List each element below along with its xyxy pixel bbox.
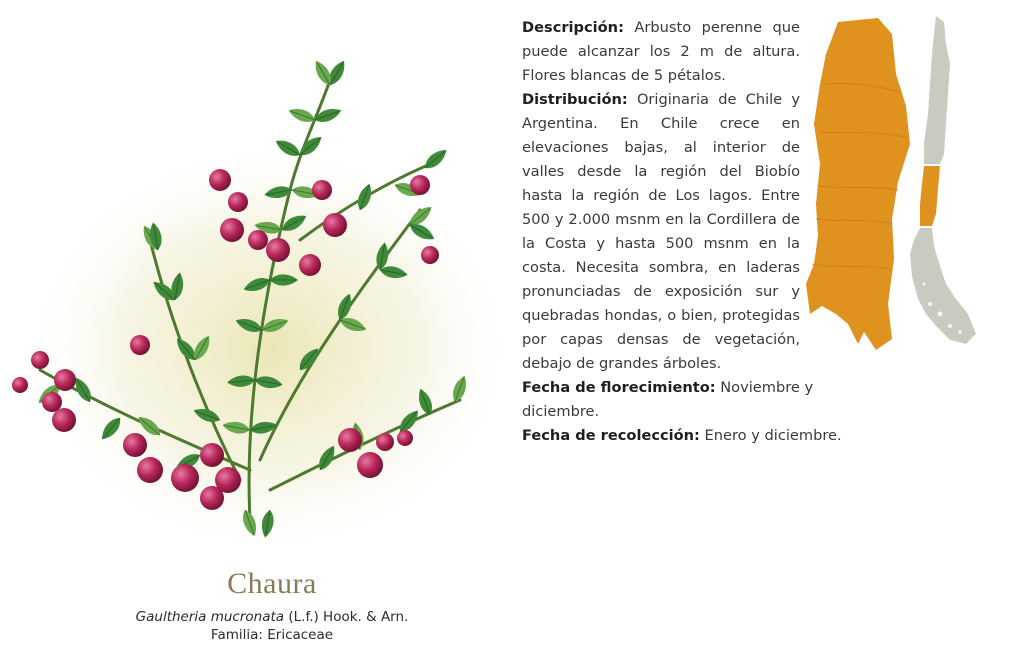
scientific-name-line: [60, 608, 484, 626]
authority: (L.f.) Hook. & Arn.: [288, 609, 409, 625]
collection-paragraph: [522, 424, 882, 448]
collection-label: Fecha de recolección:: [522, 427, 700, 444]
description-paragraph: [522, 16, 800, 88]
collection-text: Enero y diciembre.: [704, 427, 842, 444]
distribution-map: [800, 14, 986, 354]
plant-caption: [60, 566, 484, 644]
common-name: Chaura: [227, 567, 317, 600]
distribution-paragraph: [522, 88, 800, 376]
family-name: Familia: Ericaceae: [210, 627, 334, 643]
scientific-name: Gaultheria mucronata: [135, 609, 285, 625]
plant-illustration: [0, 40, 520, 560]
description-label: Descripción:: [522, 19, 624, 36]
distribution-text: Originaria de Chile y Argentina. En Chile crece en elevaciones bajas, al interior de valles desde la región del Biobío hasta la región de Los lagos. Entre 500 y 2.000 msnm en la Cordillera de la Costa y hasta 500 msnm en la costa. Necesita sombra, en laderas pronunciadas de exposición sur y quebradas hondas, o bien, protegidas por capas densas de vegetación, debajo de grandes árboles.: [522, 91, 800, 372]
flowering-text: Noviembre y diciembre.: [522, 379, 814, 420]
flowering-paragraph: [522, 376, 882, 424]
distribution-label: Distribución:: [522, 91, 628, 108]
highlighted-regions: [806, 18, 910, 350]
flowering-label: Fecha de florecimiento:: [522, 379, 716, 396]
country-outline: [910, 16, 976, 344]
description-text: Arbusto perenne que puede alcanzar los 2 m de altura. Flores blancas de 5 pétalos.: [522, 19, 801, 84]
